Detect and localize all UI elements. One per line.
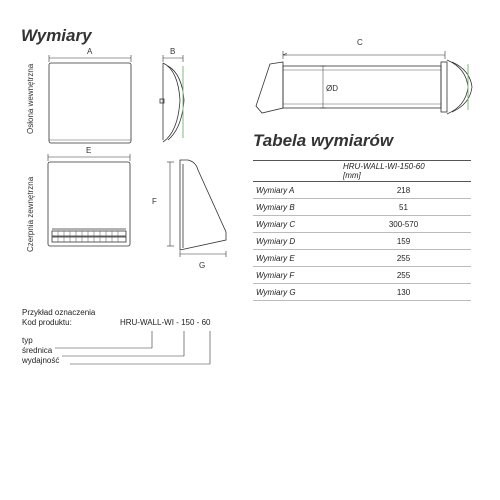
- table-row-value: 130: [336, 284, 471, 301]
- duct-assembly-drawing: [256, 51, 472, 114]
- example-connector-lines: [55, 331, 210, 364]
- intake-grille-slots: [58, 231, 118, 242]
- outer-intake-side-drawing: [167, 160, 226, 257]
- table-row-name: Wymiary F: [253, 267, 336, 284]
- section-title: Wymiary: [21, 26, 92, 45]
- table-row: [253, 284, 471, 301]
- table-row-name: Wymiary C: [253, 216, 336, 233]
- product-code-separator: -: [176, 318, 179, 327]
- product-code-capacity: 60: [201, 318, 211, 327]
- product-code-label: Kod produktu:: [22, 318, 72, 327]
- table-title: Tabela wymiarów: [253, 131, 394, 150]
- product-code-diameter: 150: [181, 318, 195, 327]
- table-row: [253, 233, 471, 250]
- table-model-name: HRU-WALL-WI-150-60: [343, 162, 425, 171]
- table-row: [253, 250, 471, 267]
- dimension-e-label: E: [86, 146, 92, 155]
- legend-capacity: wydajność: [22, 356, 60, 365]
- product-code-separator: -: [196, 318, 200, 327]
- table-header-row: [253, 161, 471, 182]
- dimension-a-label: A: [87, 47, 93, 56]
- table-row-value: 218: [336, 182, 471, 199]
- table-row-name: Wymiary G: [253, 284, 336, 301]
- table-row: [253, 267, 471, 284]
- product-code: [120, 318, 210, 327]
- dimension-f-label: F: [152, 197, 157, 206]
- table-row: [253, 199, 471, 216]
- inner-cover-label: Osłona wewnętrzna: [26, 63, 35, 134]
- dimension-c-label: C: [357, 38, 363, 47]
- table-row-value: 159: [336, 233, 471, 250]
- dimension-g-label: G: [199, 261, 206, 270]
- table-model-cell: [253, 161, 471, 182]
- table-row: [253, 182, 471, 199]
- legend-type: typ: [22, 336, 33, 345]
- table-row-name: Wymiary E: [253, 250, 336, 267]
- dimension-d-label: ØD: [326, 84, 338, 93]
- example-title: Przykład oznaczenia: [22, 308, 96, 317]
- dimension-b-label: B: [170, 47, 176, 56]
- outer-intake-front-drawing: [48, 154, 130, 246]
- table-row-value: 51: [336, 199, 471, 216]
- dimensions-table: [253, 160, 471, 301]
- table-row: [253, 216, 471, 233]
- table-row-name: Wymiary B: [253, 199, 336, 216]
- table-row-name: Wymiary A: [253, 182, 336, 199]
- outer-intake-label: Czerpnia zewnętrzna: [26, 176, 35, 252]
- table-unit: [mm]: [343, 171, 361, 180]
- legend-diameter: średnica: [22, 346, 53, 355]
- table-row-value: 255: [336, 250, 471, 267]
- table-row-value: 300-570: [336, 216, 471, 233]
- table-row-value: 255: [336, 267, 471, 284]
- table-row-name: Wymiary D: [253, 233, 336, 250]
- inner-cover-side-drawing: [160, 55, 184, 142]
- product-code-type: HRU-WALL-WI: [120, 318, 174, 327]
- inner-cover-front-drawing: [49, 55, 131, 143]
